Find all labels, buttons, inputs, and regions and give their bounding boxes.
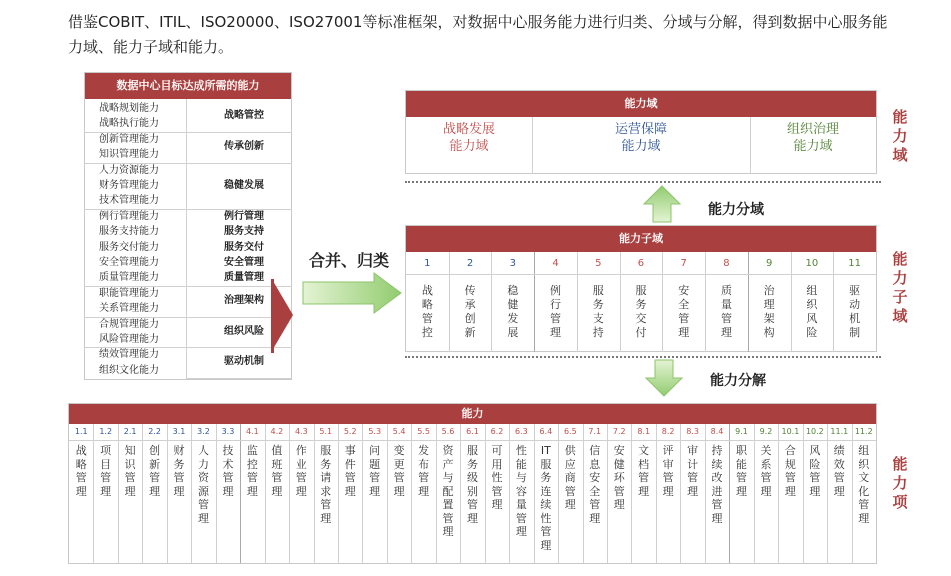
group-label: 驱动机制 — [224, 356, 264, 368]
item-number: 5.1 — [319, 427, 333, 436]
capability-row: 战略执行能力 — [99, 118, 159, 130]
subdomain-number: 2 — [466, 258, 474, 269]
side-label-domain: 能 力 域 — [892, 108, 908, 164]
group-divider — [186, 378, 292, 379]
item-label: 服 务 请 求 管 理 — [320, 444, 332, 525]
row-divider — [85, 132, 186, 133]
item-number: 5.3 — [368, 427, 382, 436]
capability-list-title: 数据中心目标达成所需的能力 — [85, 73, 291, 99]
subdomain-num-divider — [406, 274, 876, 275]
group-label: 安全管理 — [224, 257, 264, 268]
domain-box — [405, 90, 877, 174]
item-number: 3.2 — [197, 427, 210, 436]
row-divider — [85, 347, 186, 348]
subdomain-number: 6 — [637, 258, 645, 269]
item-label: 项 目 管 理 — [100, 444, 112, 498]
subdomain-number: 4 — [552, 258, 559, 269]
group-label: 质量管理 — [224, 272, 264, 284]
domain-box-title: 能力域 — [406, 91, 876, 117]
item-number: 10.1 — [781, 427, 800, 436]
item-number: 6.5 — [563, 427, 577, 436]
item-label: 审 计 管 理 — [687, 444, 699, 498]
item-label: 作 业 管 理 — [295, 444, 307, 498]
decompose-arrow-icon — [645, 359, 683, 397]
item-label: 技 术 管 理 — [222, 444, 234, 498]
item-number: 8.1 — [637, 427, 651, 436]
subdomain-label: 传 承 创 新 — [464, 284, 476, 339]
item-number: 6.3 — [515, 427, 528, 436]
item-label: 知 识 管 理 — [124, 444, 136, 498]
separator-line — [405, 181, 881, 183]
group-label: 服务支持 — [224, 226, 264, 238]
item-label: 可 用 性 管 理 — [491, 444, 503, 511]
item-label: 监 控 管 理 — [246, 444, 258, 498]
item-number: 6.4 — [539, 427, 553, 436]
side-label-subdomain: 能 力 子 域 — [892, 250, 908, 325]
capability-row: 合规管理能力 — [99, 318, 159, 330]
capability-row: 战略规划能力 — [99, 103, 159, 114]
item-number: 4.2 — [270, 427, 284, 436]
row-divider — [85, 209, 186, 210]
group-label: 组织风险 — [224, 325, 264, 337]
capability-row: 服务交付能力 — [99, 241, 159, 253]
domain-cell: 运营保障 能力域 — [614, 122, 667, 154]
item-label: 评 审 管 理 — [662, 444, 674, 498]
domain-cell: 组织治理 能力域 — [786, 122, 839, 154]
pointer-triangle — [273, 281, 293, 349]
row-divider — [85, 163, 186, 164]
item-label: 关 系 管 理 — [760, 444, 772, 498]
item-number: 5.5 — [417, 427, 430, 436]
item-number: 8.3 — [686, 427, 699, 436]
subdomain-number: 7 — [680, 258, 687, 269]
capability-row: 财务管理能力 — [99, 180, 159, 191]
item-number: 5.6 — [441, 427, 455, 436]
subdomain-label: 稳 健 发 展 — [507, 284, 519, 339]
item-number: 2.1 — [123, 427, 137, 436]
item-box-title: 能力 — [69, 404, 876, 424]
capability-row: 创新管理能力 — [99, 133, 159, 145]
capability-row: 服务支持能力 — [99, 226, 159, 238]
capability-row: 风险管理能力 — [99, 334, 159, 345]
capability-row: 绩效管理能力 — [99, 349, 159, 361]
item-number: 8.2 — [661, 427, 675, 436]
item-label: 信 息 安 全 管 理 — [589, 444, 601, 525]
subdomain-number: 11 — [848, 258, 861, 269]
side-label-item: 能 力 项 — [892, 455, 908, 511]
group-label: 服务交付 — [224, 241, 264, 253]
item-label: 绩 效 管 理 — [833, 444, 845, 498]
group-label: 战略管控 — [224, 110, 264, 121]
item-label: 问 题 管 理 — [369, 444, 381, 498]
intro-text: 借鉴COBIT、ITIL、ISO20000、ISO27001等标准框架，对数据中心服务能力进行归类、分域与分解，得到数据中心服务能力域、能力子域和能力。 — [68, 13, 888, 56]
row-divider — [85, 286, 186, 287]
item-number: 9.2 — [759, 427, 773, 436]
subdomain-number: 9 — [765, 258, 773, 269]
capability-row: 技术管理能力 — [99, 195, 159, 207]
row-divider — [85, 317, 186, 318]
item-number: 10.2 — [805, 427, 824, 436]
item-number: 11.1 — [830, 427, 849, 436]
item-label: 变 更 管 理 — [393, 444, 405, 498]
item-box — [68, 403, 877, 564]
item-num-divider — [69, 440, 876, 441]
separator-line — [405, 356, 881, 358]
item-number: 6.2 — [490, 427, 504, 436]
capability-row: 例行管理能力 — [99, 210, 159, 222]
item-label: 资 产 与 配 置 管 理 — [442, 444, 454, 538]
item-number: 8.4 — [710, 427, 724, 436]
item-label: 值 班 管 理 — [271, 444, 283, 498]
item-number: 7.2 — [612, 427, 626, 436]
item-label: IT 服 务 连 续 性 管 理 — [540, 444, 552, 552]
item-label: 职 能 管 理 — [735, 444, 747, 498]
item-number: 9.1 — [735, 427, 748, 436]
item-number: 6.1 — [466, 427, 479, 436]
domain-cell: 战略发展 能力域 — [442, 122, 495, 154]
table-divider — [186, 99, 187, 379]
subdomain-label: 安 全 管 理 — [678, 284, 690, 339]
item-number: 5.4 — [392, 427, 406, 436]
capability-row: 质量管理能力 — [99, 272, 159, 284]
group-label: 传承创新 — [224, 140, 264, 152]
item-label: 人 力 资 源 管 理 — [197, 444, 209, 525]
item-label: 安 健 环 管 理 — [613, 444, 625, 511]
subdomain-number: 8 — [723, 258, 730, 269]
item-label: 文 档 管 理 — [638, 444, 650, 498]
subdomain-number: 5 — [595, 258, 602, 269]
item-label: 创 新 管 理 — [149, 444, 161, 498]
item-label: 服 务 级 别 管 理 — [466, 444, 478, 525]
capability-row: 安全管理能力 — [99, 257, 159, 268]
item-label: 风 险 管 理 — [809, 444, 821, 498]
item-label: 组 织 文 化 管 理 — [858, 444, 870, 525]
subdomain-label: 战 略 管 控 — [421, 284, 433, 339]
item-label: 发 布 管 理 — [418, 444, 430, 498]
item-label: 性 能 与 容 量 管 理 — [515, 444, 527, 538]
item-number: 3.1 — [172, 427, 186, 436]
subdomain-label: 组 织 风 险 — [806, 284, 818, 339]
item-number: 1.2 — [99, 427, 113, 436]
item-label: 事 件 管 理 — [344, 444, 356, 498]
subdomain-box — [405, 225, 877, 352]
subdomain-label: 服 务 交 付 — [635, 284, 647, 339]
item-number: 7.1 — [588, 427, 602, 436]
divide-arrow-icon — [643, 185, 681, 223]
subdomain-number: 10 — [805, 258, 819, 269]
subdomain-label: 例 行 管 理 — [550, 284, 562, 339]
merge-arrow-icon — [302, 272, 402, 314]
subdomain-label: 驱 动 机 制 — [849, 284, 861, 339]
subdomain-number: 3 — [509, 258, 516, 269]
group-label: 治理架构 — [224, 294, 264, 306]
capability-row: 知识管理能力 — [99, 149, 159, 161]
capability-list-table — [84, 72, 292, 380]
item-label: 持 续 改 进 管 理 — [711, 444, 723, 525]
item-number: 4.3 — [294, 427, 308, 436]
subdomain-box-title: 能力子域 — [406, 226, 876, 252]
capability-row: 组织文化能力 — [99, 364, 159, 376]
item-number: 11.2 — [854, 427, 873, 436]
capability-row: 关系管理能力 — [99, 303, 159, 315]
item-number: 1.1 — [74, 427, 88, 436]
decompose-label: 能力分解 — [710, 373, 766, 389]
item-label: 战 略 管 理 — [75, 444, 87, 498]
item-number: 2.2 — [148, 427, 161, 436]
subdomain-label: 服 务 支 持 — [592, 284, 604, 339]
subdomain-label: 质 量 管 理 — [720, 284, 732, 339]
capability-row: 人力资源能力 — [99, 164, 159, 176]
item-number: 4.1 — [246, 427, 259, 436]
capability-row: 职能管理能力 — [99, 287, 159, 299]
item-number: 3.3 — [221, 427, 235, 436]
item-label: 财 务 管 理 — [173, 444, 185, 498]
subdomain-label: 治 理 架 构 — [763, 284, 775, 339]
merge-label: 合并、归类 — [309, 251, 390, 270]
group-label: 稳健发展 — [224, 179, 264, 191]
divide-label: 能力分域 — [708, 202, 764, 218]
item-label: 合 规 管 理 — [784, 444, 796, 498]
group-label: 例行管理 — [224, 210, 264, 222]
item-number: 5.2 — [343, 427, 357, 436]
item-label: 供 应 商 管 理 — [564, 444, 576, 511]
subdomain-number: 1 — [424, 258, 431, 269]
